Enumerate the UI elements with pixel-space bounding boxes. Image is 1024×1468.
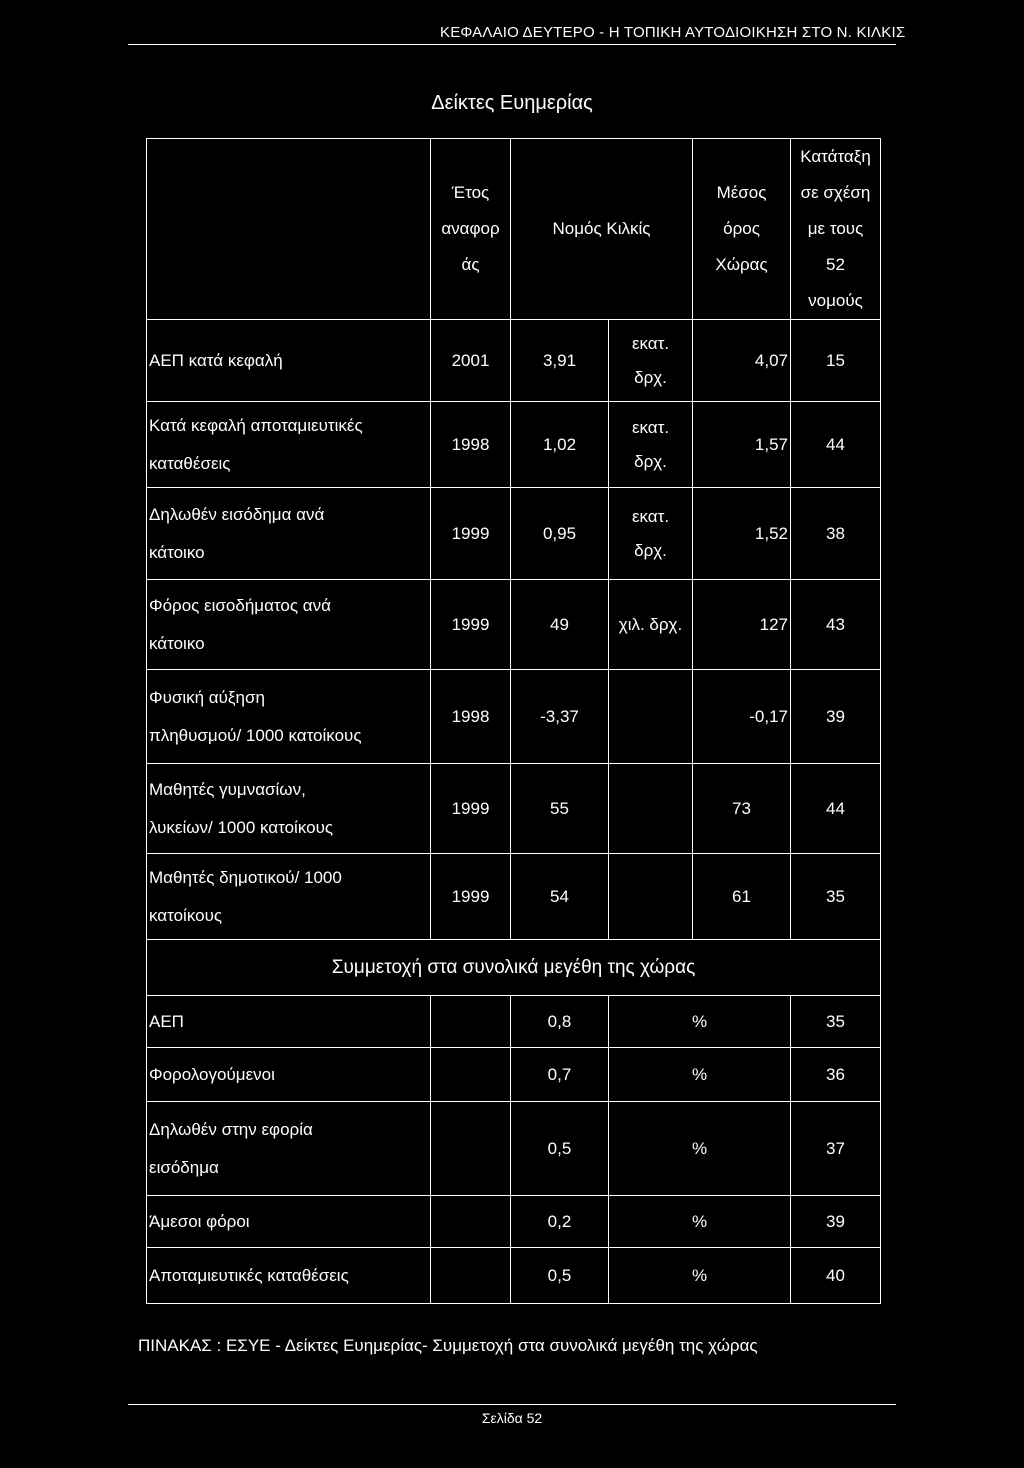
row-label-line: Μαθητές δημοτικού/ 1000 — [149, 867, 342, 887]
header-divider — [128, 44, 896, 45]
row-unit — [609, 854, 693, 940]
share-label — [147, 1102, 431, 1196]
row-label-line: κάτοικο — [149, 633, 205, 653]
share-value: 0,7 — [511, 1048, 609, 1102]
header-rank-line: νομούς — [808, 291, 863, 310]
share-row — [147, 1102, 881, 1196]
share-rank: 39 — [791, 1196, 881, 1248]
row-label-line: Φόρος εισοδήματος ανά — [149, 595, 331, 615]
row-label-line: Δηλωθέν εισόδημα ανά — [149, 504, 325, 524]
row-rank: 44 — [791, 764, 881, 854]
row-unit-line: δρχ. — [634, 540, 667, 560]
row-label — [147, 580, 431, 670]
share-value: 0,2 — [511, 1196, 609, 1248]
welfare-indicators-table — [146, 138, 881, 1304]
share-label — [147, 1048, 431, 1102]
header-kilkis-label: Νομός Κιλκίς — [552, 219, 651, 238]
row-label — [147, 670, 431, 764]
row-label-line: Μαθητές γυμνασίων, — [149, 779, 306, 799]
header-year-line: Έτος — [451, 183, 490, 202]
row-value: 1,02 — [511, 402, 609, 488]
share-empty — [431, 996, 511, 1048]
header-average-line: Χώρας — [715, 255, 768, 274]
row-unit — [609, 580, 693, 670]
row-unit — [609, 488, 693, 580]
header-year-cell — [431, 139, 511, 320]
share-rank: 40 — [791, 1248, 881, 1304]
row-value: 3,91 — [511, 320, 609, 402]
share-row — [147, 996, 881, 1048]
share-value: 0,5 — [511, 1248, 609, 1304]
share-unit: % — [609, 1048, 791, 1102]
row-label — [147, 854, 431, 940]
share-label — [147, 996, 431, 1048]
share-label-line: ΑΕΠ — [149, 1011, 184, 1031]
row-rank: 39 — [791, 670, 881, 764]
share-label — [147, 1196, 431, 1248]
row-unit-line: χιλ. δρχ. — [618, 614, 683, 634]
row-year: 2001 — [431, 320, 511, 402]
share-label-line: εισόδημα — [149, 1157, 219, 1177]
share-rank: 36 — [791, 1048, 881, 1102]
share-label-line: Φορολογούμενοι — [149, 1064, 275, 1084]
row-year: 1999 — [431, 764, 511, 854]
table-row — [147, 402, 881, 488]
row-unit — [609, 320, 693, 402]
share-unit: % — [609, 1196, 791, 1248]
row-label-line: ΑΕΠ κατά κεφαλή — [149, 350, 283, 370]
row-average: -0,17 — [693, 670, 791, 764]
row-rank: 44 — [791, 402, 881, 488]
share-rank: 37 — [791, 1102, 881, 1196]
row-rank: 35 — [791, 854, 881, 940]
share-section-title: Συμμετοχή στα συνολικά μεγέθη της χώρας — [147, 940, 881, 996]
share-label-line: Άμεσοι φόροι — [149, 1211, 250, 1231]
share-row — [147, 1196, 881, 1248]
share-label — [147, 1248, 431, 1304]
header-year-line: αναφορ — [441, 219, 500, 238]
row-value: 0,95 — [511, 488, 609, 580]
row-year: 1998 — [431, 402, 511, 488]
share-title-row — [147, 940, 881, 996]
row-unit — [609, 670, 693, 764]
table-row — [147, 670, 881, 764]
row-label — [147, 764, 431, 854]
share-empty — [431, 1196, 511, 1248]
share-empty — [431, 1102, 511, 1196]
row-year: 1999 — [431, 488, 511, 580]
row-rank: 15 — [791, 320, 881, 402]
row-label-line: κατοίκους — [149, 905, 223, 925]
row-label-line: λυκείων/ 1000 κατοίκους — [149, 817, 334, 837]
table-row — [147, 580, 881, 670]
row-unit — [609, 402, 693, 488]
table-caption: ΠΙΝΑΚΑΣ : ΕΣΥΕ - Δείκτες Ευημερίας- Συμμετοχή στα συνολικά μεγέθη της χώρας — [138, 1336, 758, 1355]
row-value: 55 — [511, 764, 609, 854]
share-empty — [431, 1248, 511, 1304]
header-year-line: άς — [461, 255, 480, 274]
row-average: 73 — [693, 764, 791, 854]
row-year: 1998 — [431, 670, 511, 764]
row-average: 1,57 — [693, 402, 791, 488]
row-label-line: Φυσική αύξηση — [149, 687, 265, 707]
share-label-line: Δηλωθέν στην εφορία — [149, 1119, 313, 1139]
share-label-line: Αποταμιευτικές καταθέσεις — [149, 1265, 349, 1285]
page-number: Σελίδα 52 — [481, 1410, 543, 1426]
table-row — [147, 854, 881, 940]
share-unit: % — [609, 996, 791, 1048]
row-label-line: πληθυσμού/ 1000 κατοίκους — [149, 725, 362, 745]
header-kilkis-cell — [511, 139, 693, 320]
row-label — [147, 488, 431, 580]
row-average: 61 — [693, 854, 791, 940]
header-rank-line: 52 — [826, 255, 845, 274]
header-average-cell — [693, 139, 791, 320]
row-rank: 43 — [791, 580, 881, 670]
header-average-line: όρος — [723, 219, 760, 238]
header-rank-line: με τους — [807, 219, 864, 238]
footer-divider — [128, 1404, 896, 1405]
row-rank: 38 — [791, 488, 881, 580]
row-label-line: κάτοικο — [149, 542, 205, 562]
row-unit — [609, 764, 693, 854]
chapter-header: ΚΕΦΑΛΑΙΟ ΔΕΥΤΕΡΟ - Η ΤΟΠΙΚΗ ΑΥΤΟΔΙΟΙΚΗΣΗ ΣΤΟ Ν. ΚΙΛΚΙΣ — [440, 24, 906, 41]
table-header-row — [147, 139, 881, 320]
table-row — [147, 320, 881, 402]
share-row — [147, 1048, 881, 1102]
header-rank-cell — [791, 139, 881, 320]
row-label — [147, 402, 431, 488]
header-rank-line: σε σχέση — [800, 183, 871, 202]
header-rank-line: Κατάταξη — [800, 147, 871, 166]
table-row — [147, 488, 881, 580]
row-year: 1999 — [431, 854, 511, 940]
share-row — [147, 1248, 881, 1304]
share-value: 0,8 — [511, 996, 609, 1048]
row-average: 4,07 — [693, 320, 791, 402]
row-average: 1,52 — [693, 488, 791, 580]
row-unit-line: δρχ. — [634, 451, 667, 471]
row-value: -3,37 — [511, 670, 609, 764]
row-label-line: Κατά κεφαλή αποταμιευτικές — [149, 415, 363, 435]
row-value: 49 — [511, 580, 609, 670]
table-row — [147, 764, 881, 854]
row-label-line: καταθέσεις — [149, 453, 231, 473]
share-value: 0,5 — [511, 1102, 609, 1196]
page-title: Δείκτες Ευημερίας — [431, 92, 593, 114]
row-unit-line: δρχ. — [634, 367, 667, 387]
row-unit-line: εκατ. — [631, 333, 670, 353]
share-unit: % — [609, 1248, 791, 1304]
row-unit-line: εκατ. — [631, 417, 670, 437]
row-unit-line: εκατ. — [631, 506, 670, 526]
header-indicator-cell — [147, 139, 431, 320]
row-value: 54 — [511, 854, 609, 940]
header-average-line: Μέσος — [716, 183, 767, 202]
row-label — [147, 320, 431, 402]
share-empty — [431, 1048, 511, 1102]
share-unit: % — [609, 1102, 791, 1196]
row-year: 1999 — [431, 580, 511, 670]
share-rank: 35 — [791, 996, 881, 1048]
row-average: 127 — [693, 580, 791, 670]
